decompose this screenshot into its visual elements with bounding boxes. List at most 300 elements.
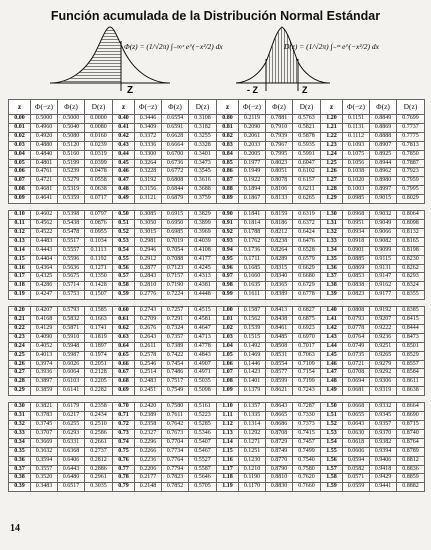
z-value-cell: 0.39 [9, 483, 31, 492]
probability-cell: 0.5646 [189, 474, 217, 483]
probability-cell: 0.2033 [239, 141, 266, 150]
probability-cell: 0.8064 [397, 211, 425, 220]
probability-cell: 0.4761 [31, 168, 58, 177]
table-row [9, 403, 425, 412]
probability-cell: 0.5319 [58, 186, 85, 195]
probability-cell: 0.7611 [162, 412, 189, 421]
probability-cell: 0.6778 [293, 291, 321, 300]
z-value-cell: 1.13 [217, 429, 239, 438]
probability-cell: 0.1685 [239, 264, 266, 273]
probability-cell: 0.6406 [58, 456, 85, 465]
probability-cell: 0.9099 [370, 246, 397, 255]
probability-cell: 0.3409 [135, 123, 162, 132]
probability-cell: 0.1762 [239, 237, 266, 246]
z-value-cell: 1.05 [217, 351, 239, 360]
probability-cell: 0.8098 [397, 219, 425, 228]
probability-cell: 0.8599 [266, 378, 293, 387]
z-value-cell: 0.46 [113, 168, 135, 177]
probability-cell: 0.2061 [239, 132, 266, 141]
z-value-cell: 0.03 [9, 141, 31, 150]
z-value-cell: 0.66 [113, 360, 135, 369]
z-value-cell: 0.20 [9, 307, 31, 316]
probability-cell: 0.3121 [135, 195, 162, 204]
z-value-cell: 0.74 [113, 438, 135, 447]
probability-cell: 0.2743 [135, 307, 162, 316]
probability-cell: 0.9049 [370, 219, 397, 228]
probability-cell: 0.2514 [135, 369, 162, 378]
probability-cell: 0.7017 [293, 342, 321, 351]
probability-cell: 0.3594 [31, 456, 58, 465]
probability-cell: 0.0559 [343, 483, 370, 492]
probability-cell: 0.3759 [189, 195, 217, 204]
probability-cell: 0.4245 [189, 264, 217, 273]
probability-cell: 0.8315 [266, 264, 293, 273]
probability-cell: 0.7054 [162, 246, 189, 255]
probability-cell: 0.1401 [239, 378, 266, 387]
probability-cell: 0.2810 [135, 282, 162, 291]
probability-cell: 0.7199 [293, 378, 321, 387]
probability-cell: 0.7734 [162, 447, 189, 456]
probability-cell: 0.8962 [370, 168, 397, 177]
z-value-cell: 0.73 [113, 429, 135, 438]
probability-cell: 0.8385 [397, 307, 425, 316]
probability-cell: 0.8186 [266, 219, 293, 228]
probability-cell: 0.0594 [343, 456, 370, 465]
probability-cell: 0.2586 [85, 429, 113, 438]
probability-cell: 0.1170 [239, 483, 266, 492]
probability-cell: 0.3969 [189, 228, 217, 237]
probability-cell: 0.2236 [135, 456, 162, 465]
probability-cell: 0.3483 [31, 483, 58, 492]
probability-cell: 0.8264 [266, 246, 293, 255]
z-value-cell: 1.50 [321, 403, 343, 412]
probability-cell: 0.8790 [266, 465, 293, 474]
probability-cell: 0.3328 [189, 141, 217, 150]
probability-cell: 0.0955 [85, 228, 113, 237]
probability-cell: 0.8944 [370, 159, 397, 168]
z-value-cell: 0.95 [217, 255, 239, 264]
probability-cell: 0.7704 [162, 438, 189, 447]
probability-cell: 0.2877 [135, 264, 162, 273]
probability-cell: 0.0934 [343, 228, 370, 237]
probability-cell: 0.7154 [293, 369, 321, 378]
z-value-cell: 0.12 [9, 228, 31, 237]
probability-cell: 0.4713 [189, 333, 217, 342]
probability-cell: 0.9236 [370, 333, 397, 342]
probability-cell: 0.5161 [189, 403, 217, 412]
column-header: Φ(−z) [31, 100, 58, 115]
probability-cell: 0.8830 [266, 483, 293, 492]
probability-cell: 0.7063 [293, 351, 321, 360]
probability-cell: 0.7549 [162, 387, 189, 396]
probability-cell: 0.6179 [58, 403, 85, 412]
probability-cell: 0.1974 [85, 351, 113, 360]
probability-cell: 0.1292 [239, 429, 266, 438]
probability-cell: 0.8849 [370, 115, 397, 124]
probability-cell: 0.5910 [58, 333, 85, 342]
probability-cell: 0.1192 [85, 255, 113, 264]
probability-cell: 0.4522 [31, 228, 58, 237]
probability-cell: 0.4971 [189, 369, 217, 378]
z-value-cell: 0.00 [9, 115, 31, 124]
probability-cell: 0.0951 [343, 219, 370, 228]
probability-cell: 0.4920 [31, 132, 58, 141]
probability-cell: 0.4381 [189, 282, 217, 291]
z-value-cell: 0.67 [113, 369, 135, 378]
probability-cell: 0.0558 [85, 177, 113, 186]
column-header: D(z) [189, 100, 217, 115]
probability-cell: 0.0823 [343, 291, 370, 300]
z-value-cell: 0.53 [113, 237, 135, 246]
right-shaded-area [266, 27, 298, 83]
probability-cell: 0.1210 [239, 465, 266, 474]
z-value-cell: 0.61 [113, 316, 135, 325]
table-row [9, 115, 425, 124]
probability-cell: 0.0968 [343, 211, 370, 220]
probability-cell: 0.1539 [239, 324, 266, 333]
probability-cell: 0.8764 [397, 438, 425, 447]
table-header-row [9, 100, 425, 115]
probability-cell: 0.8729 [266, 438, 293, 447]
probability-cell: 0.5098 [189, 387, 217, 396]
probability-cell: 0.8980 [370, 177, 397, 186]
z-value-cell: 1.00 [217, 307, 239, 316]
probability-cell: 0.4448 [189, 291, 217, 300]
probability-cell: 0.3821 [31, 403, 58, 412]
probability-cell: 0.6424 [293, 228, 321, 237]
z-value-cell: 0.05 [9, 159, 31, 168]
probability-cell: 0.6047 [293, 159, 321, 168]
probability-cell: 0.9292 [370, 369, 397, 378]
z-value-cell: 0.54 [113, 246, 135, 255]
probability-cell: 0.2946 [135, 246, 162, 255]
probability-cell: 0.1585 [85, 307, 113, 316]
column-header: Φ(−z) [239, 100, 266, 115]
z-value-cell: 0.45 [113, 159, 135, 168]
probability-cell: 0.6026 [58, 360, 85, 369]
probability-cell: 0.7660 [293, 483, 321, 492]
probability-cell: 0.9345 [370, 412, 397, 421]
z-value-cell: 0.13 [9, 237, 31, 246]
probability-cell: 0.9015 [370, 195, 397, 204]
z-value-cell: 1.33 [321, 237, 343, 246]
z-value-cell: 0.42 [113, 132, 135, 141]
probability-cell: 0.5438 [58, 219, 85, 228]
probability-cell: 0.5346 [189, 429, 217, 438]
probability-cell: 0.7324 [162, 324, 189, 333]
z-value-cell: 0.51 [113, 219, 135, 228]
probability-cell: 0.4581 [189, 316, 217, 325]
z-value-cell: 1.14 [217, 438, 239, 447]
probability-cell: 0.2434 [85, 412, 113, 421]
z-value-cell: 0.70 [113, 403, 135, 412]
probability-cell: 0.7291 [162, 316, 189, 325]
probability-cell: 0.1663 [85, 316, 113, 325]
probability-cell: 0.0721 [343, 360, 370, 369]
z-value-cell: 0.30 [9, 403, 31, 412]
z-value-cell: 0.62 [113, 324, 135, 333]
probability-cell: 0.2358 [85, 403, 113, 412]
probability-cell: 0.6680 [293, 273, 321, 282]
probability-cell: 0.3085 [135, 211, 162, 220]
probability-cell: 0.1949 [239, 168, 266, 177]
z-value-cell: 0.37 [9, 465, 31, 474]
probability-cell: 0.0853 [343, 273, 370, 282]
probability-cell: 0.6443 [58, 465, 85, 474]
probability-cell: 0.7699 [397, 115, 425, 124]
probability-cell: 0.4129 [31, 324, 58, 333]
z-value-cell: 0.07 [9, 177, 31, 186]
probability-cell: 0.9082 [370, 237, 397, 246]
right-formula: D(z) = (1/√2π) ∫₋ᶻᶻ e^(−x²/2) dx [284, 42, 379, 51]
probability-cell: 0.5407 [189, 438, 217, 447]
z-value-cell: 1.36 [321, 264, 343, 273]
probability-cell: 0.1113 [85, 246, 113, 255]
z-value-cell: 0.87 [217, 177, 239, 186]
z-value-cell: 1.40 [321, 307, 343, 316]
probability-cell: 0.3182 [189, 123, 217, 132]
table-row [9, 316, 425, 325]
z-value-cell: 0.71 [113, 412, 135, 421]
column-header: z [9, 100, 31, 115]
z-value-cell: 1.21 [321, 123, 343, 132]
probability-cell: 0.9441 [370, 483, 397, 492]
probability-cell: 0.0885 [343, 255, 370, 264]
z-value-cell: 1.58 [321, 474, 343, 483]
probability-cell: 0.7967 [266, 141, 293, 150]
probability-cell: 0.0655 [343, 412, 370, 421]
probability-cell: 0.1190 [239, 474, 266, 483]
probability-cell: 0.7540 [293, 456, 321, 465]
probability-cell: 0.5279 [58, 177, 85, 186]
z-value-cell: 0.85 [217, 159, 239, 168]
probability-cell: 0.0749 [343, 342, 370, 351]
probability-cell: 0.1423 [239, 369, 266, 378]
probability-cell: 0.0239 [85, 141, 113, 150]
probability-cell: 0.0638 [85, 186, 113, 195]
column-header: D(z) [397, 100, 425, 115]
probability-cell: 0.3372 [135, 132, 162, 141]
probability-cell: 0.9265 [370, 351, 397, 360]
probability-cell: 0.8611 [397, 378, 425, 387]
probability-cell: 0.4778 [189, 342, 217, 351]
probability-cell: 0.2420 [135, 403, 162, 412]
probability-cell: 0.1867 [239, 195, 266, 204]
probability-cell: 0.1230 [239, 456, 266, 465]
probability-cell: 0.5000 [31, 115, 58, 124]
z-value-cell: 1.02 [217, 324, 239, 333]
z-value-cell: 0.22 [9, 324, 31, 333]
z-value-cell: 1.06 [217, 360, 239, 369]
z-value-cell: 1.39 [321, 291, 343, 300]
table-row [9, 412, 425, 421]
probability-cell: 0.3745 [31, 421, 58, 430]
probability-cell: 0.5223 [189, 412, 217, 421]
probability-cell: 0.3255 [189, 132, 217, 141]
z-value-cell: 1.01 [217, 316, 239, 325]
probability-cell: 0.7257 [162, 307, 189, 316]
z-value-cell: 0.90 [217, 211, 239, 220]
probability-cell: 0.1507 [85, 291, 113, 300]
table-row [9, 264, 425, 273]
probability-cell: 0.0793 [343, 316, 370, 325]
z-value-cell: 1.23 [321, 141, 343, 150]
z-value-cell: 0.93 [217, 237, 239, 246]
probability-cell: 0.8836 [397, 465, 425, 474]
probability-cell: 0.6476 [293, 237, 321, 246]
z-value-cell: 0.88 [217, 186, 239, 195]
probability-cell: 0.2389 [135, 412, 162, 421]
z-value-cell: 0.31 [9, 412, 31, 421]
probability-cell: 0.3707 [31, 429, 58, 438]
table-row [9, 195, 425, 204]
z-value-cell: 1.42 [321, 324, 343, 333]
probability-cell: 0.2128 [85, 369, 113, 378]
probability-cell: 0.8340 [266, 273, 293, 282]
probability-cell: 0.2643 [135, 333, 162, 342]
probability-cell: 0.9162 [370, 282, 397, 291]
z-value-cell: 0.06 [9, 168, 31, 177]
table-row [9, 429, 425, 438]
probability-cell: 0.1977 [239, 159, 266, 168]
probability-cell: 0.6064 [58, 369, 85, 378]
probability-cell: 0.4801 [31, 159, 58, 168]
probability-cell: 0.8869 [370, 123, 397, 132]
column-header: Φ(−z) [343, 100, 370, 115]
z-value-cell: 0.76 [113, 456, 135, 465]
z-value-cell: 0.09 [9, 195, 31, 204]
probability-cell: 0.8444 [397, 324, 425, 333]
probability-cell: 0.8621 [266, 387, 293, 396]
probability-cell: 0.7123 [162, 264, 189, 273]
z-value-cell: 0.25 [9, 351, 31, 360]
probability-cell: 0.3015 [135, 228, 162, 237]
z-value-cell: 0.59 [113, 291, 135, 300]
probability-cell: 0.0606 [343, 447, 370, 456]
probability-cell: 0.8473 [397, 333, 425, 342]
probability-cell: 0.7673 [162, 429, 189, 438]
probability-cell: 0.8529 [397, 351, 425, 360]
probability-cell: 0.8501 [397, 342, 425, 351]
table-row [9, 141, 425, 150]
probability-cell: 0.8531 [266, 351, 293, 360]
probability-cell: 0.1562 [239, 316, 266, 325]
probability-cell: 0.9279 [370, 360, 397, 369]
probability-cell: 0.8749 [266, 447, 293, 456]
table-row [9, 246, 425, 255]
z-value-cell: 0.94 [217, 246, 239, 255]
probability-cell: 0.6368 [58, 447, 85, 456]
probability-cell: 0.6141 [58, 387, 85, 396]
z-value-cell: 1.34 [321, 246, 343, 255]
probability-cell: 0.5675 [58, 273, 85, 282]
probability-cell: 0.4647 [189, 324, 217, 333]
table-row [9, 333, 425, 342]
probability-cell: 0.7287 [293, 403, 321, 412]
probability-cell: 0.7454 [162, 360, 189, 369]
probability-cell: 0.0319 [85, 150, 113, 159]
probability-cell: 0.9147 [370, 273, 397, 282]
z-value-cell: 0.44 [113, 150, 135, 159]
probability-cell: 0.8882 [397, 483, 425, 492]
probability-cell: 0.1922 [239, 177, 266, 186]
z-value-cell: 1.08 [217, 378, 239, 387]
probability-cell: 0.8810 [266, 474, 293, 483]
z-value-cell: 0.11 [9, 219, 31, 228]
z-value-cell: 1.32 [321, 228, 343, 237]
z-value-cell: 0.60 [113, 307, 135, 316]
probability-cell: 0.7775 [397, 132, 425, 141]
column-header: Φ(−z) [135, 100, 162, 115]
probability-cell: 0.3974 [31, 360, 58, 369]
probability-cell: 0.2981 [135, 237, 162, 246]
probability-cell: 0.9319 [370, 387, 397, 396]
probability-cell: 0.8289 [266, 255, 293, 264]
probability-cell: 0.6970 [293, 333, 321, 342]
probability-cell: 0.4880 [31, 141, 58, 150]
probability-cell: 0.1131 [343, 123, 370, 132]
probability-cell: 0.6700 [162, 150, 189, 159]
z-value-cell: 0.26 [9, 360, 31, 369]
z-value-cell: 0.36 [9, 456, 31, 465]
probability-cell: 0.2090 [239, 123, 266, 132]
probability-cell: 0.8665 [266, 412, 293, 421]
probability-cell: 0.8907 [370, 141, 397, 150]
probability-cell: 0.0778 [343, 324, 370, 333]
column-header: Φ(z) [370, 100, 397, 115]
z-value-cell: 1.12 [217, 421, 239, 430]
probability-cell: 0.0869 [343, 264, 370, 273]
z-value-cell: 1.45 [321, 351, 343, 360]
table-row [9, 132, 425, 141]
probability-cell: 0.6664 [162, 141, 189, 150]
probability-cell: 0.7620 [293, 474, 321, 483]
probability-cell: 0.8643 [266, 403, 293, 412]
probability-cell: 0.7415 [293, 429, 321, 438]
probability-cell: 0.6255 [58, 421, 85, 430]
probability-cell: 0.0478 [85, 168, 113, 177]
probability-cell: 0.1020 [343, 177, 370, 186]
probability-cell: 0.0160 [85, 132, 113, 141]
left-shaded-area [52, 27, 121, 83]
probability-cell: 0.7357 [162, 333, 189, 342]
probability-cell: 0.2578 [135, 351, 162, 360]
probability-cell: 0.8106 [266, 186, 293, 195]
probability-cell: 0.8812 [397, 456, 425, 465]
probability-cell: 0.4641 [31, 195, 58, 204]
probability-cell: 0.4960 [31, 123, 58, 132]
block-spacer [9, 300, 425, 307]
probability-cell: 0.2961 [85, 474, 113, 483]
z-value-cell: 0.55 [113, 255, 135, 264]
probability-cell: 0.9222 [370, 324, 397, 333]
z-value-cell: 1.09 [217, 387, 239, 396]
probability-cell: 0.8664 [397, 403, 425, 412]
z-value-cell: 0.58 [113, 282, 135, 291]
column-header: D(z) [293, 100, 321, 115]
right-neg-z-label: - Z [247, 85, 258, 95]
probability-cell: 0.3783 [31, 412, 58, 421]
table-row [9, 255, 425, 264]
probability-cell: 0.8690 [397, 412, 425, 421]
probability-cell: 0.3897 [31, 378, 58, 387]
probability-cell: 0.7019 [162, 237, 189, 246]
z-value-cell: 0.40 [113, 115, 135, 124]
table-row [9, 177, 425, 186]
probability-cell: 0.7580 [162, 403, 189, 412]
probability-cell: 0.6875 [293, 316, 321, 325]
z-value-cell: 0.65 [113, 351, 135, 360]
